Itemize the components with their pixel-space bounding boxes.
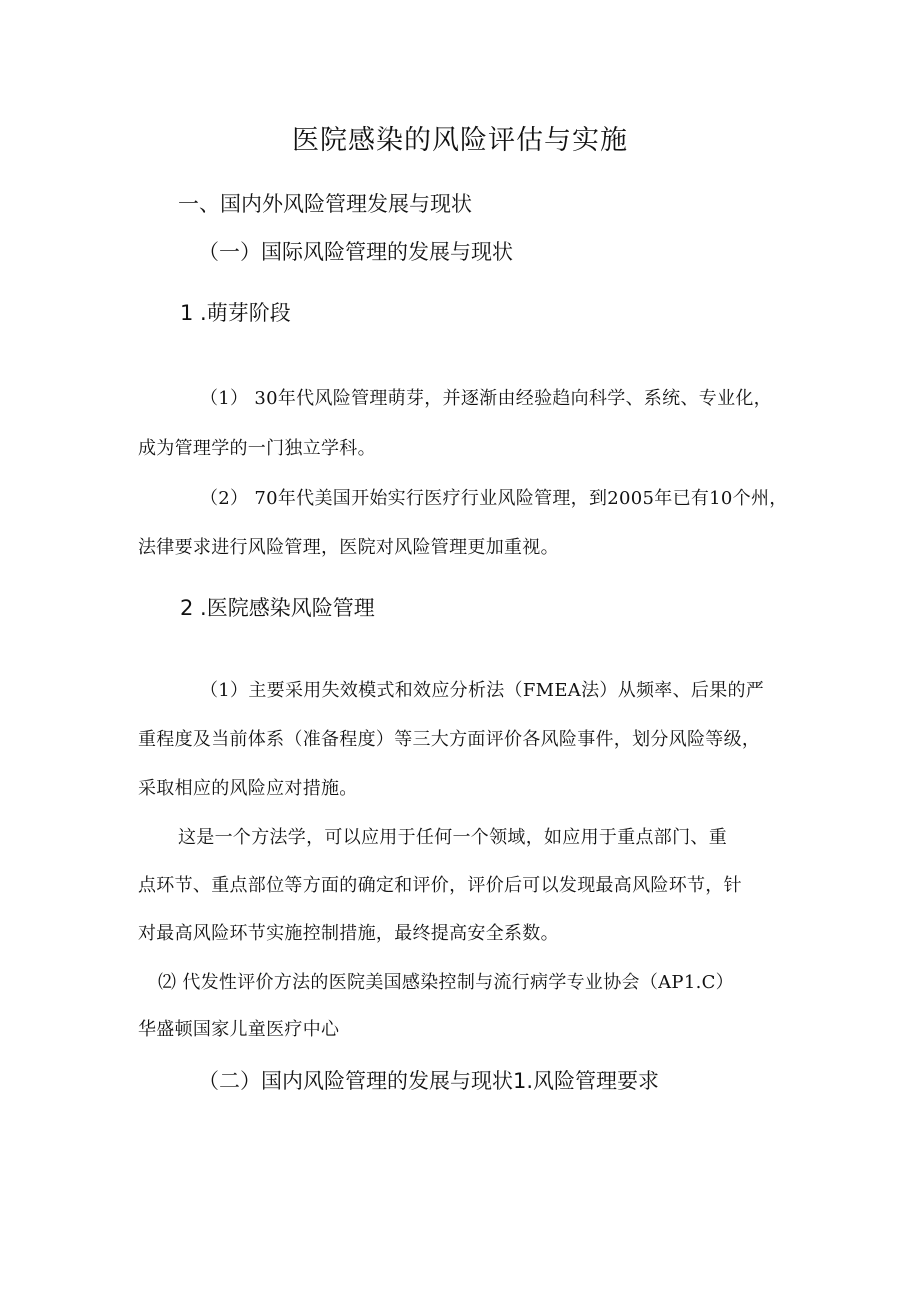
- section-2-para-line-1: 这是一个方法学，可以应用于任何一个领域，如应用于重点部门、重: [178, 827, 727, 848]
- section-2-para-line-2: 点环节、重点部位等方面的确定和评价，评价后可以发现最高风险环节，针: [138, 875, 742, 896]
- section-1-item-2-line-2: 法律要求进行风险管理，医院对风险管理更加重视。: [138, 537, 559, 558]
- section-1-item-1-line-2: 成为管理学的一门独立学科。: [138, 438, 376, 459]
- section-2-para-line-3: 对最高风险环节实施控制措施，最终提高安全系数。: [138, 923, 559, 944]
- section-2-item-2-line-1: ⑵ 代发性评价方法的医院美国感染控制与流行病学专业协会（AP1.C）: [158, 972, 734, 993]
- section-1-heading: 1 .萌芽阶段: [180, 301, 291, 325]
- section-2-heading: 2 .医院感染风险管理: [180, 596, 375, 620]
- heading-2-international: （一）国际风险管理的发展与现状: [198, 240, 513, 264]
- section-2-item-1-line-1: （1）主要采用失效模式和效应分析法（FMEA法）从频率、后果的严: [200, 680, 765, 701]
- section-1-item-2-line-1: （2） 70年代美国开始实行医疗行业风险管理，到2005年已有10个州，: [200, 488, 788, 509]
- section-1-item-1-line-1: （1） 30年代风险管理萌芽，并逐渐由经验趋向科学、系统、专业化，: [200, 388, 772, 409]
- section-2-item-1-line-2: 重程度及当前体系（准备程度）等三大方面评价各风险事件，划分风险等级，: [138, 729, 761, 750]
- section-2-item-2-line-2: 华盛顿国家儿童医疗中心: [138, 1019, 340, 1040]
- heading-2-domestic: （二）国内风险管理的发展与现状1.风险管理要求: [198, 1069, 660, 1093]
- document-title: 医院感染的风险评估与实施: [292, 125, 628, 156]
- heading-1: 一、国内外风险管理发展与现状: [178, 192, 472, 216]
- section-2-item-1-line-3: 采取相应的风险应对措施。: [138, 778, 358, 799]
